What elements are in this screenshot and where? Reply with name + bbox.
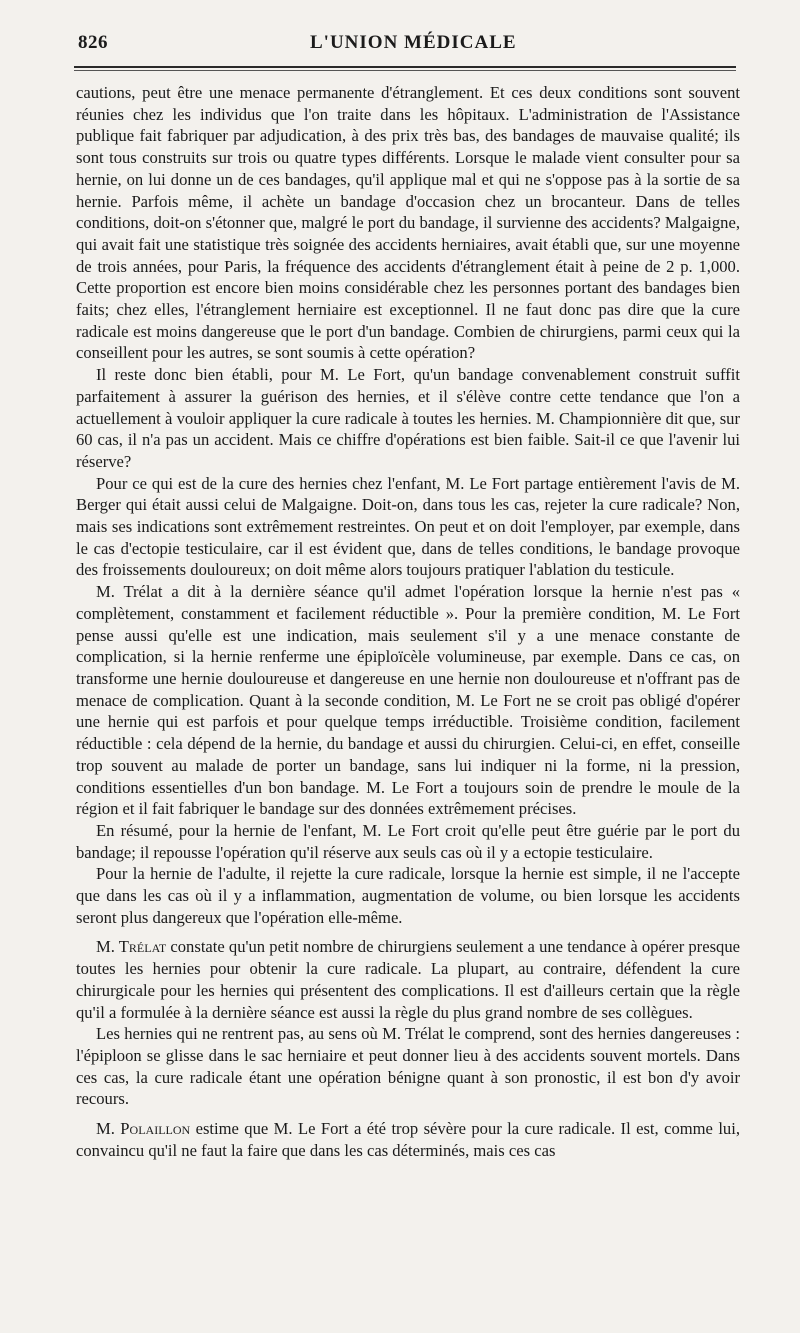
paragraph: Les hernies qui ne rentrent pas, au sens où M. Trélat le comprend, sont des hernies dangereuses : l'épiploon se glisse dans le sac herniaire et peut donner lieu à des accidents souvent mortels. Dans ces cas, la cure radicale étant une opération bénigne quant à son pronostic, il est bon d'y avoir recours. — [76, 1024, 740, 1109]
paragraph: Il reste donc bien établi, pour M. Le Fort, qu'un bandage convenablement construit suffit parfaitement à assurer la guérison des hernies, et il s'élève contre cette tendance que l'on a actuellement à vouloir appliquer la cure radicale à toutes les hernies. M. Championnière dit que, sur 60 cas, il n'a pas un accident. Mais ce chiffre d'opérations est bien faible. Sait-il ce que l'avenir lui réserve? — [76, 365, 740, 471]
header-rule-thin — [74, 70, 736, 71]
speaker-name: M. Trélat — [96, 937, 167, 957]
speaker-text: constate qu'un petit nombre de chirurgiens seulement a une tendance à opérer presque toutes les hernies pour obtenir la cure radicale. La plupart, au contraire, défendent la cure chirurgicale pour les hernies qui présentent des complications. Il est d'ailleurs certain que la règle qu'il a formulée à la dernière séance est aussi la règle du plus grand nombre de ses collègues. — [76, 937, 740, 1022]
paragraph: M. Trélat a dit à la dernière séance qu'il admet l'opération lorsque la hernie n'est pas « complètement, constamment et facilement réductible ». Pour la première condition, M. Le Fort pense aussi qu'elle est une indication, mais seulement s'il y a une menace constante de complication, si la hernie renferme une épiploïcèle volumineuse, par exemple. Dans ce cas, on transforme une hernie douloureuse et dangereuse en une hernie non douloureuse et n'offrant pas de menace de complication. Quant à la seconde condition, M. Le Fort ne se croit pas obligé d'opérer une hernie qui est parfois et pour quelque temps irréductible. Troisième condition, facilement réductible : cela dépend de la hernie, du bandage et aussi du chirurgien. Celui-ci, en effet, conseille trop souvent au malade de porter un bandage, sans lui indiquer ni la forme, ni la pression, conditions essentielles d'un bon bandage. M. Le Fort a toujours soin de prendre le moule de la région et il fait fabriquer le bandage sur des données extrêmement précises. — [76, 582, 740, 819]
trelat-paragraph — [76, 936, 740, 1023]
page-number: 826 — [78, 32, 108, 53]
page-header — [78, 32, 738, 58]
paragraph: Pour la hernie de l'adulte, il rejette la cure radicale, lorsque la hernie est simple, il ne l'accepte que dans les cas où il y a inflammation, augmentation de volume, ou bien lorsque les accidents seront plus dangereux que l'opération elle-même. — [76, 864, 740, 927]
paragraph: En résumé, pour la hernie de l'enfant, M. Le Fort croit qu'elle peut être guérie par le port du bandage; il repousse l'opération qu'il réserve aux seuls cas où il y a ectopie testiculaire. — [76, 820, 740, 862]
header-rule — [74, 66, 736, 68]
article-body — [76, 82, 740, 1161]
paragraph: cautions, peut être une menace permanente d'étranglement. Et ces deux conditions sont souvent réunies chez les individus que l'on traite dans les hôpitaux. L'administration de l'Assistance publique fait fabriquer par adjudication, à des prix très bas, des bandages de mauvaise qualité; ils sont tous construits sur trois ou quatre types différents. Lorsque le malade vient consulter pour sa hernie, on lui donne un de ces bandages, qu'il applique mal et qui ne s'oppose pas à la sortie de sa hernie. Parfois même, il achète un bandage d'occasion chez un brocanteur. Dans de telles conditions, doit-on s'étonner que, malgré le port du bandage, il survienne des accidents? Malgaigne, qui avait fait une statistique très soignée des accidents herniaires, avait établi que, sur une moyenne de trois années, pour Paris, la fréquence des accidents d'étranglement était à peine de 2 p. 1,000. Cette proportion est encore bien moins considérable chez les personnes portant des bandages bien faits; chez elles, l'étranglement herniaire est exceptionnel. Il ne faut donc pas dire que la cure radicale est moins dangereuse que le port d'un bandage. Combien de chirurgiens, parmi ceux qui la conseillent pour les autres, se sont soumis à cette opération? — [76, 83, 740, 363]
speaker-name: M. Polaillon — [96, 1119, 191, 1139]
speaker-text: estime que M. Le Fort a été trop sévère pour la cure radicale. Il est, comme lui, convaincu qu'il ne faut la faire que dans les cas déterminés, mais ces cas — [76, 1119, 740, 1160]
paragraph: Pour ce qui est de la cure des hernies chez l'enfant, M. Le Fort partage entièrement l'avis de M. Berger qui était aussi celui de Malgaigne. Doit-on, dans tous les cas, rejeter la cure radicale? Non, mais ses indications sont extrêmement restreintes. On peut et on doit l'employer, par exemple, dans le cas d'ectopie testiculaire, car il est évident que, dans de telles conditions, le bandage provoque des froissements douloureux; on doit même alors toujours pratiquer l'ablation du testicule. — [76, 473, 740, 580]
polaillon-paragraph — [76, 1118, 740, 1161]
journal-title: L'UNION MÉDICALE — [310, 32, 517, 53]
